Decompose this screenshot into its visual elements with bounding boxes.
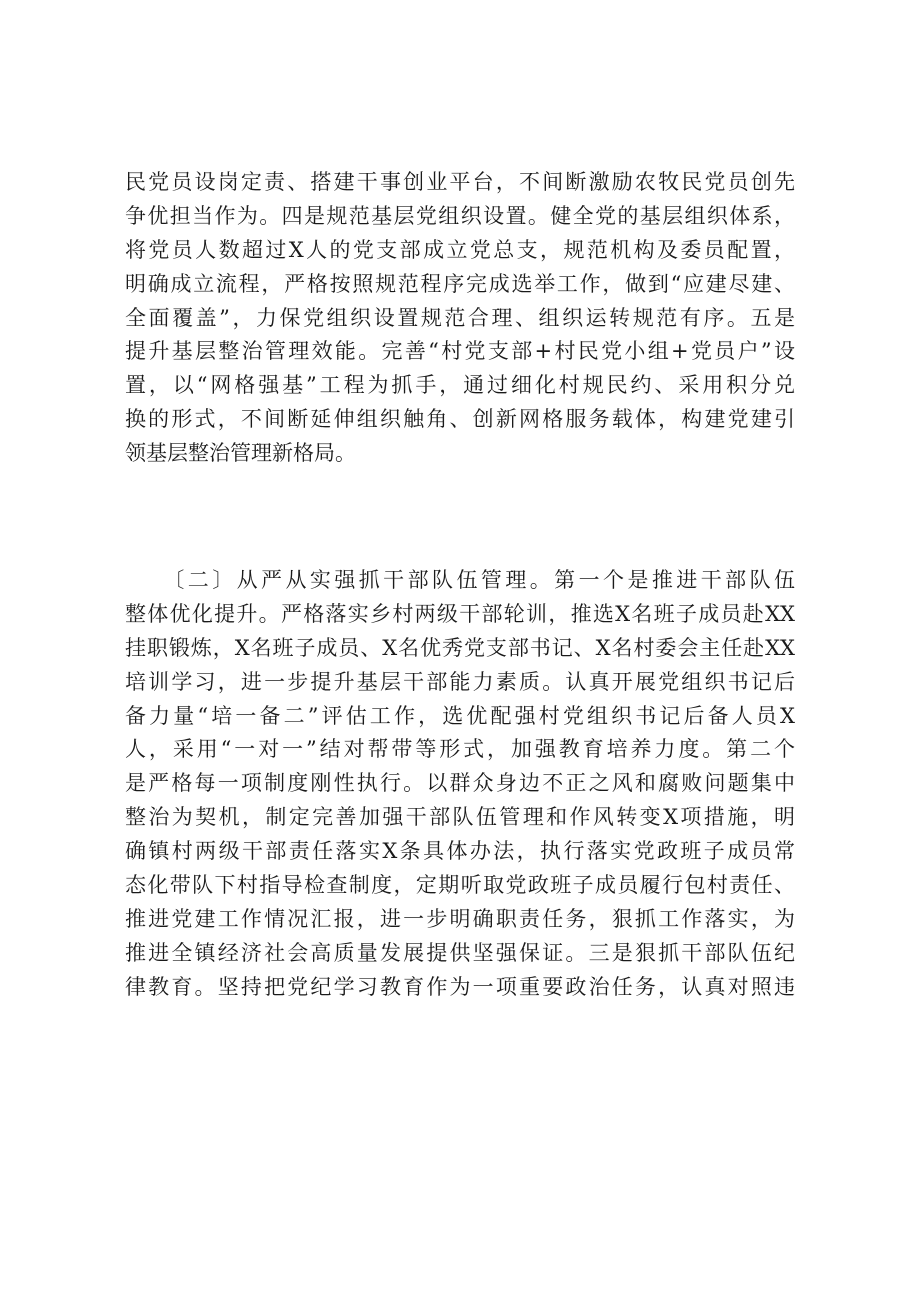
text-line: 领基层整治管理新格局。 [125,441,356,466]
text-line: 挂职锻炼，X名班子成员、X名优秀党支部书记、X名村委会主任赴XX [125,635,795,660]
text-line: 将党员人数超过X人的党支部成立党总支，规范机构及委员配置， [125,237,795,262]
text-line: 整治为契机，制定完善加强干部队伍管理和作风转变X项措施，明 [125,805,795,830]
text-line: 备力量“培一备二”评估工作，选优配强村党组织书记后备人员X [125,703,795,728]
text-line: 推进党建工作情况汇报，进一步明确职责任务，狠抓工作落实，为 [125,906,795,931]
text-line: 确镇村两级干部责任落实X条具体办法，执行落实党政班子成员常 [125,839,795,864]
text-line: 争优担当作为。四是规范基层党组织设置。健全党的基层组织体系， [125,203,795,228]
text-line: 态化带队下村指导检查制度，定期听取党政班子成员履行包村责任、 [125,873,795,898]
text-line: 置，以“网格强基”工程为抓手，通过细化村规民约、采用积分兑 [125,373,795,398]
text-line: 全面覆盖”，力保党组织设置规范合理、组织运转规范有序。五是 [125,305,795,330]
text-line: 〔二〕从严从实强抓干部队伍管理。第一个是推进干部队伍 [125,568,795,592]
text-line: 民党员设岗定责、搭建干事创业平台，不间断激励农牧民党员创先 [125,170,795,194]
text-line: 人，采用“一对一”结对帮带等形式，加强教育培养力度。第二个 [125,737,795,762]
text-line: 整体优化提升。严格落实乡村两级干部轮训，推选X名班子成员赴XX [125,601,795,626]
paragraph-grassroots-organization [125,166,795,471]
text-line: 换的形式，不间断延伸组织触角、创新网格服务载体，构建党建引 [125,407,795,432]
text-line: 提升基层整治管理效能。完善“村党支部+村民党小组+党员户”设 [125,339,795,364]
paragraph-cadre-management [125,564,795,1005]
text-line: 是严格每一项制度刚性执行。以群众身边不正之风和腐败问题集中 [125,771,795,796]
text-line: 律教育。坚持把党纪学习教育作为一项重要政治任务，认真对照违 [125,974,795,999]
text-line: 推进全镇经济社会高质量发展提供坚强保证。三是狠抓干部队伍纪 [125,940,795,965]
text-line: 明确成立流程，严格按照规范程序完成选举工作，做到“应建尽建、 [125,271,795,296]
text-line: 培训学习，进一步提升基层干部能力素质。认真开展党组织书记后 [125,669,795,694]
